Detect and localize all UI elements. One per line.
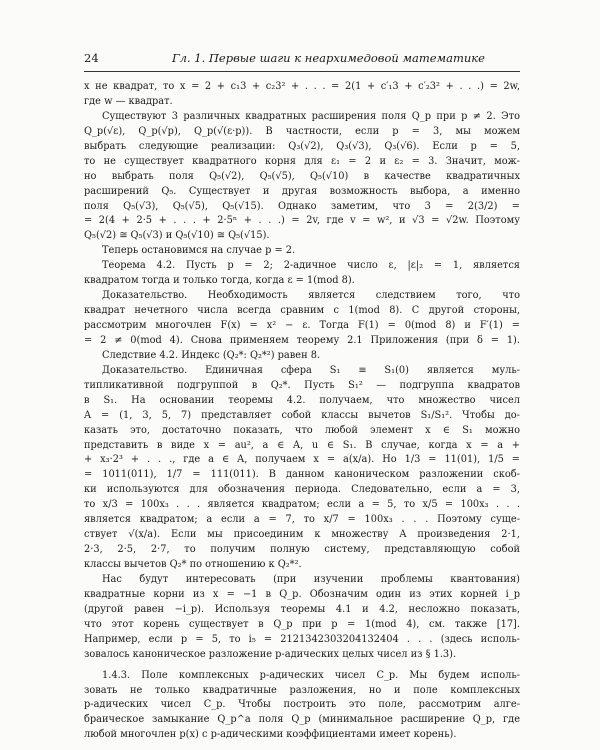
text-line: казать это, достаточно показать, что любой элемент x ∈ S₁ можно [84,424,520,436]
text-line: то не существует квадратного корня для ε₁ = 2 и ε₂ = 3. Значит, мож- [84,155,520,167]
text-line: зовалось каноническое разложение p-адических целых чисел из § 1.3). [84,648,457,660]
running-head [84,50,520,66]
text-line: (другой равен −i_p). Используя теоремы 4.1 и 4.2, несложно показать, [84,603,520,615]
body-text [84,80,520,743]
section-1-4-3-heading: 1.4.3. Поле комплексных p-адических чисел C_p. Мы будем исполь- [102,669,520,681]
proof-start: Доказательство. Единичная сфера S₁ ≡ S₁(0) является муль- [102,364,520,376]
text-line: расширений Q₅. Существует и другая возможность выбора, а именно [84,185,520,197]
text-line: x не квадрат, то x = 2 + c₁3 + c₂3² + . . . = 2(1 + c′₁3 + c′₂3² + . . .) = 2w, [84,81,520,92]
text-line: поля Q₅(√3), Q₅(√5), Q₅(√15). Однако заметим, что 3 = 2(3/2) = [84,200,520,212]
text-line: зовать не только квадратичные разложения, но и поле комплексных [84,684,520,696]
text-line: выбрать следующие реализации: Q₃(√2), Q₃(√3), Q₃(√6). Если p = 5, [84,140,520,152]
chapter-title: Гл. 1. Первые шаги к неархимедовой математике [172,51,485,65]
text-line: Q₅(√2) ≅ Q₅(√3) и Q₅(√10) ≅ Q₅(√15). [84,230,270,242]
text-line: но выбрать поля Q₅(√2), Q₅(√5), Q₅(√10) в качестве квадратичных [84,170,520,182]
text-line: является квадратом; а если a = 7, то x/7 = 100x₃ . . . Поэтому суще- [84,514,520,526]
text-line: Нас будут интересовать (при изучении проблемы квантования) [102,573,520,585]
text-line: = 1011(011), 1/7 = 111(011). В данном каноническом разложении скоб- [84,469,520,481]
text-line: квадратом тогда и только тогда, когда ε = 1(mod 8). [84,275,355,287]
text-line: Существуют 3 различных квадратных расширения поля Q_p при p ≠ 2. Это [102,110,520,122]
text-line: Теперь остановимся на случае p = 2. [102,245,296,257]
text-line: в S₁. На основании теоремы 4.2. получаем, что множество чисел [84,394,520,406]
text-line: p-адических чисел C_p. Чтобы построить это поле, рассмотрим алге- [84,699,520,711]
text-line: где w — квадрат. [84,95,173,107]
text-line: ствует √(x/a). Если мы присоединим к множеству A произведения 2·1, [84,529,520,541]
header-rule [84,71,520,72]
text-line: браическое замыкание Q_p^a поля Q_p (минимальное расширение Q_p, где [84,714,520,726]
theorem-4-2: Теорема 4.2. Пусть p = 2; 2-адичное число ε, |ε|₂ = 1, является [102,260,520,272]
text-line: = 2 ≠ 0(mod 4). Снова применяем теорему 2.1 Приложения (при δ = 1). [84,334,520,346]
text-line: квадратные корни из x = −1 в Q_p. Обозначим один из этих корней i_p [84,588,520,600]
text-line: типликативной подгруппой в Q₂*. Пусть S₁² — подгруппа квадратов [84,379,520,391]
text-line: любой многочлен p(x) с p-адическими коэффициентами имеет корень). [84,729,457,741]
text-line: + x₃·2³ + . . ., где a ∈ A, получаем x = a(x/a). Но 1/3 = 11(01), 1/5 = [84,454,520,466]
text-line: классы вычетов Q₂* по отношению к Q₂*². [84,559,302,570]
text-line: Q_p(√ε), Q_p(√p), Q_p(√(ε·p)). В частности, если p = 3, мы можем [84,125,520,137]
text-line: 2·3, 2·5, 2·7, то получим полную систему, представляющую собой [84,544,520,556]
text-line: что этот корень существует в Q_p при p = 1(mod 4), см. также [17]. [84,618,520,630]
text-line: то x/3 = 100x₃ . . . является квадратом; если a = 5, то x/5 = 100x₃ . . . [84,499,520,511]
text-line: ки используются для обозначения периода. Следовательно, если a = 3, [84,484,520,496]
text-line: A = (1, 3, 5, 7) представляет собой классы вычетов S₁/S₁². Чтобы до- [84,409,520,421]
text-line: Например, если p = 5, то i₅ = 2121342303204132404 . . . (здесь исполь- [84,633,520,645]
text-line: = 2(4 + 2·5 + . . . + 2·5ⁿ + . . .) = 2v, где v = w², и √3 = √2w. Поэтому [84,215,520,227]
text-line: представить в виде x = au², a ∈ A, u ∈ S₁. В случае, когда x = a + [84,439,520,451]
proof-start: Доказательство. Необходимость является следствием того, что [102,290,520,302]
text-line: рассмотрим многочлен F(x) = x² − ε. Тогда F(1) = 0(mod 8) и F′(1) = [84,320,520,331]
corollary-4-2: Следствие 4.2. Индекс (Q₂*: Q₂*²) равен 8. [102,349,321,361]
page-number: 24 [84,51,99,65]
text-line: квадрат нечетного числа всегда сравним с 1(mod 8). С другой стороны, [84,305,520,317]
